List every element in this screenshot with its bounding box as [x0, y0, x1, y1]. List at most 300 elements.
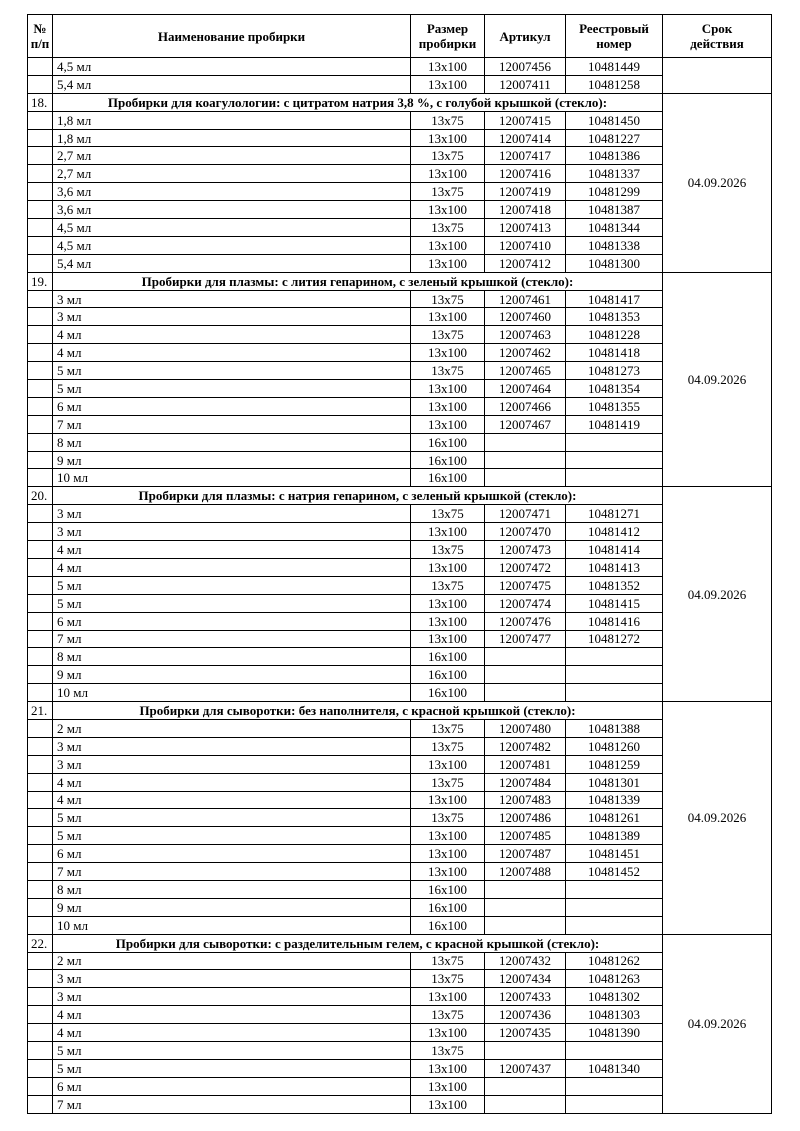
col-header-num: № п/п	[28, 15, 53, 58]
cell-name: 3 мл	[53, 523, 411, 541]
cell-article: 12007481	[485, 755, 566, 773]
cell-article: 12007484	[485, 773, 566, 791]
cell-num	[28, 541, 53, 559]
cell-name: 5 мл	[53, 362, 411, 380]
cell-article: 12007476	[485, 612, 566, 630]
table-row	[28, 523, 772, 541]
cell-article: 12007433	[485, 988, 566, 1006]
cell-name: 5 мл	[53, 809, 411, 827]
cell-article: 12007462	[485, 344, 566, 362]
table-row	[28, 863, 772, 881]
cell-size: 13x100	[411, 845, 485, 863]
cell-size: 13x100	[411, 75, 485, 93]
cell-name: 5,4 мл	[53, 75, 411, 93]
cell-num	[28, 58, 53, 76]
cell-article: 12007456	[485, 58, 566, 76]
cell-size: 13x100	[411, 523, 485, 541]
cell-num	[28, 863, 53, 881]
table-row	[28, 147, 772, 165]
cell-size: 13x100	[411, 612, 485, 630]
table-row	[28, 988, 772, 1006]
cell-article: 12007436	[485, 1006, 566, 1024]
cell-article: 12007410	[485, 236, 566, 254]
cell-name: 2,7 мл	[53, 165, 411, 183]
cell-registry: 10481419	[566, 415, 663, 433]
cell-size: 13x100	[411, 201, 485, 219]
cell-name: 7 мл	[53, 1095, 411, 1113]
cell-article	[485, 684, 566, 702]
table-row	[28, 898, 772, 916]
cell-name: 5 мл	[53, 1041, 411, 1059]
section-header-row	[28, 702, 772, 720]
cell-registry: 10481450	[566, 111, 663, 129]
cell-size: 13x100	[411, 558, 485, 576]
cell-size: 13x75	[411, 737, 485, 755]
cell-size: 13x75	[411, 183, 485, 201]
cell-article	[485, 1077, 566, 1095]
table-row	[28, 791, 772, 809]
cell-article	[485, 880, 566, 898]
table-row	[28, 201, 772, 219]
cell-size: 16x100	[411, 433, 485, 451]
cell-num	[28, 576, 53, 594]
cell-article: 12007475	[485, 576, 566, 594]
cell-article	[485, 666, 566, 684]
cell-article: 12007471	[485, 505, 566, 523]
table-row	[28, 326, 772, 344]
cell-size: 16x100	[411, 898, 485, 916]
cell-name: 3 мл	[53, 755, 411, 773]
cell-article: 12007417	[485, 147, 566, 165]
table-row	[28, 380, 772, 398]
cell-article: 12007411	[485, 75, 566, 93]
cell-num	[28, 308, 53, 326]
cell-num	[28, 666, 53, 684]
cell-size: 13x75	[411, 576, 485, 594]
cell-num	[28, 433, 53, 451]
cell-size: 16x100	[411, 916, 485, 934]
table-row	[28, 111, 772, 129]
cell-num	[28, 451, 53, 469]
cell-article	[485, 433, 566, 451]
cell-article: 12007463	[485, 326, 566, 344]
cell-size: 13x100	[411, 254, 485, 272]
table-row	[28, 541, 772, 559]
cell-name: 8 мл	[53, 433, 411, 451]
cell-registry: 10481389	[566, 827, 663, 845]
cell-article: 12007419	[485, 183, 566, 201]
cell-article	[485, 469, 566, 487]
cell-name: 9 мл	[53, 451, 411, 469]
cell-registry	[566, 880, 663, 898]
col-header-validity: Срок действия	[663, 15, 772, 58]
cell-size: 13x75	[411, 809, 485, 827]
cell-registry: 10481338	[566, 236, 663, 254]
cell-size: 16x100	[411, 666, 485, 684]
cell-num	[28, 147, 53, 165]
cell-name: 4 мл	[53, 326, 411, 344]
cell-num	[28, 326, 53, 344]
cell-article: 12007435	[485, 1024, 566, 1042]
cell-name: 6 мл	[53, 612, 411, 630]
col-header-registry: Реестровый номер	[566, 15, 663, 58]
cell-article: 12007465	[485, 362, 566, 380]
cell-name: 4,5 мл	[53, 236, 411, 254]
cell-num	[28, 469, 53, 487]
table-row	[28, 236, 772, 254]
cell-registry: 10481303	[566, 1006, 663, 1024]
cell-name: 10 мл	[53, 469, 411, 487]
table-row	[28, 362, 772, 380]
cell-article: 12007488	[485, 863, 566, 881]
table-row	[28, 58, 772, 76]
cell-registry: 10481354	[566, 380, 663, 398]
cell-article: 12007473	[485, 541, 566, 559]
cell-article: 12007434	[485, 970, 566, 988]
cell-article	[485, 916, 566, 934]
cell-num	[28, 254, 53, 272]
cell-name: 4 мл	[53, 558, 411, 576]
table-row	[28, 666, 772, 684]
cell-article: 12007485	[485, 827, 566, 845]
cell-size: 13x100	[411, 791, 485, 809]
cell-name: 4 мл	[53, 773, 411, 791]
cell-size: 16x100	[411, 469, 485, 487]
cell-article: 12007437	[485, 1059, 566, 1077]
cell-article: 12007416	[485, 165, 566, 183]
cell-name: 10 мл	[53, 916, 411, 934]
cell-num	[28, 594, 53, 612]
cell-registry: 10481451	[566, 845, 663, 863]
cell-name: 6 мл	[53, 397, 411, 415]
cell-size: 13x75	[411, 147, 485, 165]
cell-registry: 10481258	[566, 75, 663, 93]
cell-name: 10 мл	[53, 684, 411, 702]
cell-size: 13x100	[411, 129, 485, 147]
cell-registry	[566, 1095, 663, 1113]
cell-num	[28, 201, 53, 219]
cell-size: 16x100	[411, 880, 485, 898]
cell-article: 12007467	[485, 415, 566, 433]
cell-registry	[566, 666, 663, 684]
cell-name: 9 мл	[53, 666, 411, 684]
table-row	[28, 1006, 772, 1024]
cell-registry: 10481390	[566, 1024, 663, 1042]
table-row	[28, 1077, 772, 1095]
cell-validity	[663, 58, 772, 94]
cell-name: 6 мл	[53, 1077, 411, 1095]
cell-registry: 10481417	[566, 290, 663, 308]
cell-num	[28, 1024, 53, 1042]
table-row	[28, 970, 772, 988]
cell-size: 13x100	[411, 1095, 485, 1113]
cell-registry: 10481344	[566, 219, 663, 237]
cell-size: 13x100	[411, 165, 485, 183]
cell-num	[28, 916, 53, 934]
cell-name: 2,7 мл	[53, 147, 411, 165]
cell-name: 4 мл	[53, 344, 411, 362]
cell-name: 2 мл	[53, 719, 411, 737]
cell-registry: 10481415	[566, 594, 663, 612]
cell-num	[28, 612, 53, 630]
cell-article: 12007487	[485, 845, 566, 863]
cell-article: 12007464	[485, 380, 566, 398]
cell-registry: 10481271	[566, 505, 663, 523]
cell-name: 1,8 мл	[53, 111, 411, 129]
section-header-row	[28, 93, 772, 111]
cell-size: 13x100	[411, 827, 485, 845]
table-row	[28, 630, 772, 648]
cell-size: 13x100	[411, 344, 485, 362]
cell-size: 13x100	[411, 58, 485, 76]
cell-article: 12007486	[485, 809, 566, 827]
cell-name: 3,6 мл	[53, 201, 411, 219]
cell-registry: 10481355	[566, 397, 663, 415]
cell-article: 12007477	[485, 630, 566, 648]
cell-size: 16x100	[411, 451, 485, 469]
cell-article: 12007482	[485, 737, 566, 755]
cell-size: 13x75	[411, 111, 485, 129]
cell-registry	[566, 916, 663, 934]
cell-registry: 10481339	[566, 791, 663, 809]
cell-size: 13x100	[411, 988, 485, 1006]
cell-size: 13x75	[411, 970, 485, 988]
cell-article: 12007483	[485, 791, 566, 809]
section-header-row	[28, 272, 772, 290]
cell-num	[28, 290, 53, 308]
cell-name: 3 мл	[53, 505, 411, 523]
table-row	[28, 219, 772, 237]
document-page	[0, 14, 800, 1131]
col-header-size: Размер пробирки	[411, 15, 485, 58]
cell-registry: 10481413	[566, 558, 663, 576]
cell-registry: 10481418	[566, 344, 663, 362]
table-row	[28, 612, 772, 630]
cell-size: 13x75	[411, 219, 485, 237]
col-header-article: Артикул	[485, 15, 566, 58]
cell-num	[28, 219, 53, 237]
cell-num	[28, 970, 53, 988]
cell-size: 13x75	[411, 773, 485, 791]
cell-num	[28, 898, 53, 916]
cell-size: 13x100	[411, 1024, 485, 1042]
table-row	[28, 737, 772, 755]
cell-registry: 10481272	[566, 630, 663, 648]
cell-name: 8 мл	[53, 648, 411, 666]
table-row	[28, 433, 772, 451]
cell-num	[28, 1059, 53, 1077]
cell-size: 13x75	[411, 719, 485, 737]
cell-size: 13x100	[411, 380, 485, 398]
cell-name: 7 мл	[53, 630, 411, 648]
table-row	[28, 183, 772, 201]
cell-article: 12007470	[485, 523, 566, 541]
cell-name: 3 мл	[53, 737, 411, 755]
cell-size: 13x100	[411, 415, 485, 433]
cell-name: 7 мл	[53, 415, 411, 433]
section-number: 22.	[28, 934, 53, 952]
section-title: Пробирки для плазмы: с лития гепарином, с зеленый крышкой (стекло):	[53, 272, 663, 290]
cell-registry: 10481299	[566, 183, 663, 201]
cell-article: 12007472	[485, 558, 566, 576]
table-row	[28, 648, 772, 666]
section-title: Пробирки для коагулологии: с цитратом натрия 3,8 %, с голубой крышкой (стекло):	[53, 93, 663, 111]
cell-registry: 10481340	[566, 1059, 663, 1077]
cell-num	[28, 1041, 53, 1059]
cell-num	[28, 880, 53, 898]
table-row	[28, 576, 772, 594]
cell-article	[485, 648, 566, 666]
table-row	[28, 558, 772, 576]
cell-article: 12007414	[485, 129, 566, 147]
section-number: 20.	[28, 487, 53, 505]
cell-registry	[566, 898, 663, 916]
cell-name: 5 мл	[53, 380, 411, 398]
cell-num	[28, 1095, 53, 1113]
cell-name: 4 мл	[53, 1024, 411, 1042]
cell-num	[28, 344, 53, 362]
table-row	[28, 916, 772, 934]
cell-size: 13x100	[411, 308, 485, 326]
cell-article: 12007466	[485, 397, 566, 415]
cell-name: 5,4 мл	[53, 254, 411, 272]
cell-name: 4 мл	[53, 1006, 411, 1024]
table-row	[28, 594, 772, 612]
table-row	[28, 344, 772, 362]
cell-article: 12007474	[485, 594, 566, 612]
cell-size: 16x100	[411, 684, 485, 702]
table-row	[28, 308, 772, 326]
cell-article: 12007480	[485, 719, 566, 737]
table-header-row	[28, 15, 772, 58]
cell-size: 13x75	[411, 1006, 485, 1024]
cell-name: 4,5 мл	[53, 219, 411, 237]
cell-num	[28, 558, 53, 576]
table-row	[28, 1059, 772, 1077]
cell-num	[28, 684, 53, 702]
cell-registry: 10481273	[566, 362, 663, 380]
cell-name: 3 мл	[53, 988, 411, 1006]
section-header-row	[28, 487, 772, 505]
cell-name: 2 мл	[53, 952, 411, 970]
cell-registry: 10481386	[566, 147, 663, 165]
table-row	[28, 129, 772, 147]
cell-registry: 10481388	[566, 719, 663, 737]
cell-num	[28, 630, 53, 648]
cell-article: 12007415	[485, 111, 566, 129]
cell-registry: 10481352	[566, 576, 663, 594]
cell-article: 12007460	[485, 308, 566, 326]
cell-registry: 10481387	[566, 201, 663, 219]
cell-num	[28, 415, 53, 433]
cell-num	[28, 523, 53, 541]
cell-size: 13x75	[411, 326, 485, 344]
cell-num	[28, 111, 53, 129]
table-row	[28, 415, 772, 433]
table-row	[28, 755, 772, 773]
cell-registry: 10481259	[566, 755, 663, 773]
cell-registry: 10481414	[566, 541, 663, 559]
cell-registry	[566, 684, 663, 702]
cell-registry	[566, 469, 663, 487]
cell-name: 3,6 мл	[53, 183, 411, 201]
col-header-name: Наименование пробирки	[53, 15, 411, 58]
cell-registry: 10481263	[566, 970, 663, 988]
cell-registry: 10481227	[566, 129, 663, 147]
cell-num	[28, 737, 53, 755]
cell-num	[28, 845, 53, 863]
cell-num	[28, 648, 53, 666]
table-row	[28, 827, 772, 845]
cell-article: 12007412	[485, 254, 566, 272]
cell-registry: 10481416	[566, 612, 663, 630]
cell-registry	[566, 1041, 663, 1059]
tube-registry-table	[27, 14, 772, 1114]
cell-registry: 10481449	[566, 58, 663, 76]
cell-registry: 10481452	[566, 863, 663, 881]
table-row	[28, 809, 772, 827]
table-row	[28, 719, 772, 737]
cell-article: 12007413	[485, 219, 566, 237]
cell-registry: 10481337	[566, 165, 663, 183]
cell-validity: 04.09.2026	[663, 93, 772, 272]
cell-num	[28, 1077, 53, 1095]
cell-size: 13x100	[411, 755, 485, 773]
table-row	[28, 75, 772, 93]
cell-size: 13x100	[411, 397, 485, 415]
cell-name: 4 мл	[53, 791, 411, 809]
cell-size: 13x100	[411, 1059, 485, 1077]
table-row	[28, 952, 772, 970]
cell-size: 13x100	[411, 630, 485, 648]
cell-article: 12007461	[485, 290, 566, 308]
cell-num	[28, 397, 53, 415]
table-row	[28, 165, 772, 183]
cell-name: 4 мл	[53, 541, 411, 559]
table-row	[28, 880, 772, 898]
cell-num	[28, 362, 53, 380]
cell-article	[485, 1041, 566, 1059]
cell-size: 13x100	[411, 236, 485, 254]
section-title: Пробирки для сыворотки: с разделительным гелем, с красной крышкой (стекло):	[53, 934, 663, 952]
section-number: 18.	[28, 93, 53, 111]
cell-num	[28, 809, 53, 827]
cell-registry: 10481260	[566, 737, 663, 755]
table-row	[28, 290, 772, 308]
cell-size: 13x75	[411, 290, 485, 308]
table-row	[28, 845, 772, 863]
cell-size: 16x100	[411, 648, 485, 666]
cell-article: 12007432	[485, 952, 566, 970]
cell-num	[28, 952, 53, 970]
cell-validity: 04.09.2026	[663, 487, 772, 702]
cell-registry: 10481353	[566, 308, 663, 326]
cell-name: 6 мл	[53, 845, 411, 863]
cell-name: 5 мл	[53, 576, 411, 594]
cell-num	[28, 505, 53, 523]
cell-registry: 10481300	[566, 254, 663, 272]
section-title: Пробирки для сыворотки: без наполнителя, с красной крышкой (стекло):	[53, 702, 663, 720]
cell-size: 13x75	[411, 952, 485, 970]
cell-num	[28, 75, 53, 93]
cell-registry	[566, 648, 663, 666]
cell-size: 13x100	[411, 594, 485, 612]
table-row	[28, 1095, 772, 1113]
cell-name: 1,8 мл	[53, 129, 411, 147]
cell-name: 4,5 мл	[53, 58, 411, 76]
cell-num	[28, 988, 53, 1006]
cell-num	[28, 791, 53, 809]
